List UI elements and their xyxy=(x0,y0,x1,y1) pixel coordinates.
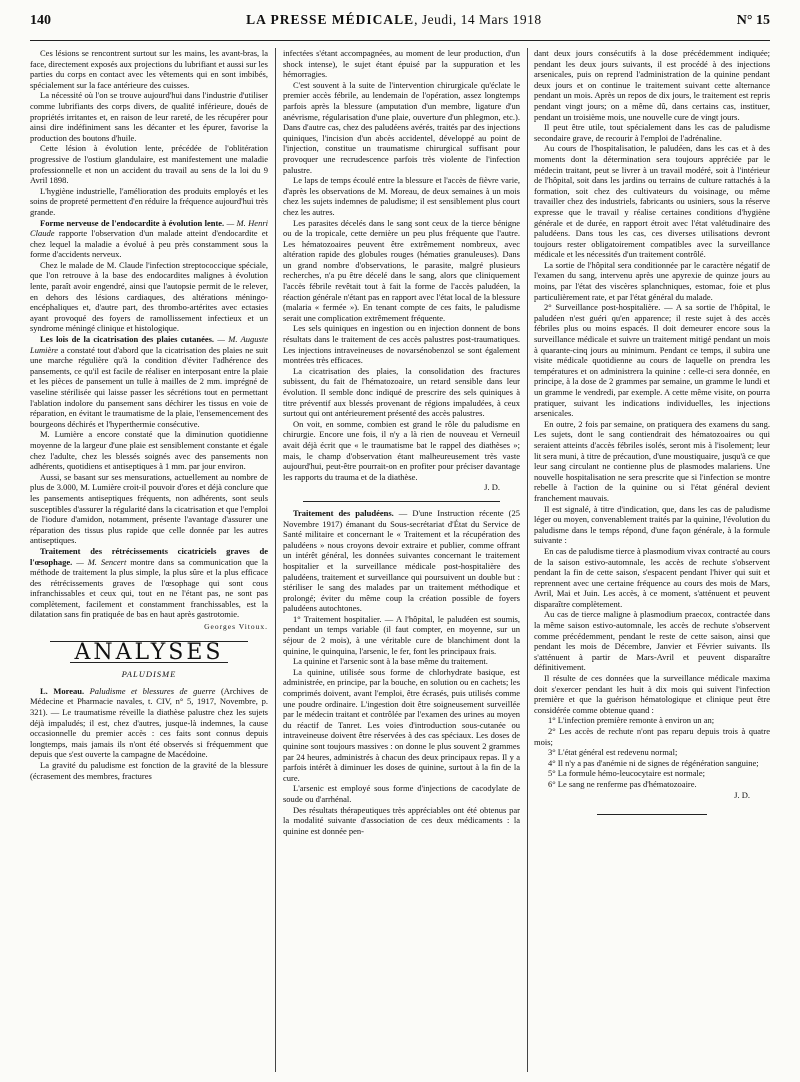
list-item: 4° Il n'y a pas d'anémie ni de signes de régénération sanguine; xyxy=(548,757,759,768)
paragraph: Les parasites décelés dans le sang sont ceux de la tierce bénigne ou de la tropicale, cette dernière un peu plus fréquente que l'autre. Les hématozoaires peuvent être extrêmement nombreux, avec altération rapide des globules rouges (hématies granuleuses). Dans un grand nombre d'observations, le parasite, malgré plusieurs recherches, n'a pu être décelé dans le sang, alors que cliniquement l'accès fébrile revêtait tout à fait la forme de l'accès paludéen, la réaction générale n'étant pas en rapport avec l'état local de la blessure (malaria « fermée »). En tenant compte de ces faits, le paludisme serait une complication extrêmement fréquente. xyxy=(283,217,520,323)
author-signature: Georges Vitoux. xyxy=(204,622,268,632)
paragraph: Cette lésion à évolution lente, précédée de l'oblitération progressive de l'ostium glandulaire, est manifestement une maladie professionnelle et non un accident du travail au sens de la loi du 9 Avril 1898. xyxy=(30,143,268,186)
review-reference: (Archives de Médecine et Pharmacie navales, t. CIV, n° 5, 1917, Novembre, p. 321). xyxy=(30,685,268,718)
column-divider xyxy=(527,48,528,1072)
running-title xyxy=(246,12,542,28)
paragraph: Il peut être utile, tout spécialement dans les cas de paludisme secondaire grave, de recourir à l'emploi de l'adrénaline. xyxy=(534,122,770,143)
page-number: 140 xyxy=(30,13,51,28)
review-author: L. Moreau. xyxy=(40,685,85,696)
paragraph: Aussi, se basant sur ses mensurations, actuellement au nombre de plus de 3.000, M. Lumière croit-il pouvoir d'ores et déjà conclure que les pansements antiseptiques fréquents, non adhérents, sont seuls susceptibles d'assurer la régularité dans la cicatrisation et que l'emploi de l'iodure d'amidon, notamment, présente l'avantage d'assurer une réparation des tissus plus rapide que celle donnée par les autres antiseptiques. xyxy=(30,471,268,546)
review-title: Paludisme et blessures de guerre xyxy=(84,685,216,696)
list-item: 5° La formule hémo-leucocytaire est normale; xyxy=(548,768,706,779)
list-item: 6° Le sang ne renferme pas d'hématozoaire. xyxy=(548,778,697,789)
paragraph: Il résulte de ces données que la surveillance médicale maxima doit s'exercer pendant les huit à dix mois qui suivent l'infection première et que la guérison hématologique et clinique peut être considérée comme obtenue quand : xyxy=(534,673,770,715)
paragraph: Les sels quiniques en ingestion ou en injection donnent de bons résultats dans le traitement de ces accès palustres post-traumatiques. Les injections intraveineuses de novarsénobenzol se sont également montrées très efficaces. xyxy=(283,323,520,366)
paragraph: Chez le malade de M. Claude l'infection streptococcique spéciale, que l'on retrouve à la base des endocardites malignes à évolution lente, paraît avoir engendré, ainsi que l'autopsie permit de le relever, en dehors des lésions cardiaques, des altérations méningo-encéphaliques et, d'autre part, des thrombo-artérites avec ectasies ayant provoqué des foyers de ramollissement infectieux et un syndrome méningé clinique et histologique. xyxy=(30,259,268,334)
article-author: — M. Auguste Lumière xyxy=(30,334,268,355)
article-text: a constaté tout d'abord que la cicatrisation des plaies ne suit une marche régulière qu'à la condition d'éviter l'adhérence des pansements, ce qu'il est facile de réaliser en interposant entre la plaie et les pièces de pansement un tulle à mailles de 2 mm. imprégné de vaseline stérilisée qui laisse passer les sécrétions tout en permettant l'ablation indolore du pansement sans déchirer les tissus en voie de réparation, en évitant le traumatisme de la plaie, l'ensemencement des bourgeons déchirés et l'hyperthermie consécutive. xyxy=(30,344,268,429)
review-paludisme-blessures xyxy=(30,686,268,760)
end-rule xyxy=(597,814,707,815)
paragraph: On voit, en somme, combien est grand le rôle du paludisme en chirurgie. Encore une fois, il n'y a là rien de nouveau et Verneuil avait déjà écrit que « le traumatisme bat le rappel des diathèses »; mais, le champ d'observation étant malheureusement très vaste aujourd'hui, peut-être pourrait-on en profiter pour préciser davantage les rapports du trauma et de la diathèse. xyxy=(283,418,520,482)
review-title: Traitement des paludéens. xyxy=(293,507,394,518)
paragraph: 2° Surveillance post-hospitalière. — A sa sortie de l'hôpital, le paludéen n'est guéri qu'en apparence; il reste sujet à des accès fébriles plus ou moins espacés. Il doit demeurer encore sous la surveillance médicale et suivre un traitement mitigé pendant un mois à quarante-cinq jours au minimum. Pendant ce temps, il subira une visite médicale quotidienne au cours de laquelle on prendra les températures et on administrera la quinine : celle-ci sera donnée, en principe, à la dose de 2 grammes par semaine, un gramme le lundi et un gramme le vendredi, par exemple. A cette même visite, on pourra pratiquer, suivant les indications individuelles, les injections arsenicales. xyxy=(534,302,770,419)
article-title: Traitement des rétrécissements cicatriciels graves de l'œsophage. xyxy=(30,545,268,567)
page-header xyxy=(30,12,770,41)
article-author: — M. Henri Claude xyxy=(30,217,268,239)
list-item: 2° Les accès de rechute n'ont pas reparu depuis trois à quatre mois; xyxy=(534,726,770,747)
article-endocardite xyxy=(30,218,268,260)
paragraph: La cicatrisation des plaies, la consolidation des fractures subissent, du fait de l'hématozoaire, un retard sensible dans leur évolution. Il semble donc indiqué de prescrire des sels quiniques à titre préventif aux blessés provenant de régions impaludées, à ceux surtout qui ont antérieurement présenté des accès palustres. xyxy=(283,365,520,419)
paragraph: dant deux jours consécutifs à la dose précédemment indiquée; pendant les deux jours suivants, il est procédé à des injections arsenicales, puis on reprend l'administration de la quinine pendant deux jours et on continue le traitement suivant cette alternance pendant un mois. Après un repos de dix jours, le traitement est repris pendant vingt jours; on a même dû, dans certains cas, instituer, pendant un troisième mois, une nouvelle cure de vingt jours. xyxy=(534,48,770,122)
author-signature: J. D. xyxy=(484,482,500,493)
issue-number: N° 15 xyxy=(736,13,770,28)
article-title: Les lois de la cicatrisation des plaies cutanées. xyxy=(40,334,215,345)
paragraph: Des résultats thérapeutiques très appréciables ont été obtenus par la modalité suivante d'association de ces deux médicaments : la quinine est donnée pen- xyxy=(283,804,520,836)
paragraph: La quinine et l'arsenic sont à la base même du traitement. xyxy=(293,656,488,667)
article-oesophage xyxy=(30,546,268,620)
article-author: — M. Sencert xyxy=(76,556,127,567)
paragraph: 1° Traitement hospitalier. — A l'hôpital, le paludéen est soumis, pendant un temps variable (il faut compter, en moyenne, sur un séjour de 2 mois), à une véritable cure de blanchiment dont la quinine, le quinquina, l'arsenic, le fer, font les principaux frais. xyxy=(283,613,520,656)
paragraph: La gravité du paludisme est fonction de la gravité de la blessure (écrasement des membres, fractures xyxy=(30,760,268,781)
paragraph: La sortie de l'hôpital sera conditionnée par le caractère négatif de l'examen du sang, intervenu après une apyrexie de quinze jours au moins, par l'état des viscères splanchniques, estomac, foie et plus particulièrement rate, et par l'état général du malade. xyxy=(534,259,770,302)
paragraph: En outre, 2 fois par semaine, on pratiquera des examens du sang. Les sujets, dont le sang contiendrait des hématozoaires ou qui seraient atteints d'accès fébriles isolés, seront mis à l'isolement; leur lit sera muni, à titre de précaution, d'une moustiquaire, jusqu'à ce que leur sang circulant ne contienne plus de plasmodes malariens. Une nouvelle hospitalisation ne sera prescrite que si l'infection se montre rebelle à l'action de la quinine ou si l'état général devient franchement mauvais. xyxy=(534,418,770,503)
section-rule xyxy=(303,501,500,502)
article-cicatrisation xyxy=(30,334,268,429)
paragraph: infectées s'étant accompagnées, au moment de leur production, d'un shock intense), le sujet étant épuisé par la suppuration et les hémorragies. xyxy=(283,48,520,80)
review-text: — Le traumatisme réveille la diathèse palustre chez les sujets déjà impaludés; il est, chez d'autres, jusque-là indemnes, la cause occasionnelle du premier accès : ces faits sont connus depuis longtemps, mais jamais ils n'ont été observés si fréquemment que depuis que s'est ouverte la campagne de Macédoine. xyxy=(30,707,268,760)
paragraph: Il est signalé, à titre d'indication, que, dans les cas de paludisme léger ou moyen, convenablement traités par la quinine, l'évolution du paludisme dans le temps répond, d'une façon générale, à la formule suivante : xyxy=(534,503,770,546)
column-left xyxy=(30,48,268,1076)
column-middle xyxy=(283,48,520,1076)
journal-name: LA PRESSE MÉDICALE xyxy=(246,12,415,27)
paragraph: Au cours de l'hospitalisation, le paludéen, dans les cas et à des moments dont la détermination sera toujours appréciée par le médecin traitant, peut se livrer à un travail modéré, soit à l'intérieur de l'hôpital, soit dans les jardins ou terrains de culture rattachés à la formation, soit chez des cultivateurs du voisinage, ou même travailler chez des industriels, fabricants ou usiniers, sous la réserve expresse que le travail y réalise certaines conditions d'hygiène générale et de durée, en rapport étroit avec l'état valétudinaire des paludéens. Dans tous les cas, ces diverses utilisations devront toujours rester obligatoirement compatibles avec la surveillance médicale et les nécessités d'un traitement contrôlé. xyxy=(534,143,770,260)
paragraph: L'arsenic est employé sous forme d'injections de cacodylate de soude ou d'arrhénal. xyxy=(283,783,520,804)
column-divider xyxy=(275,48,276,1072)
article-text: montre dans sa communication que la méthode de traitement la plus simple, la plus sûre et la plus efficace des rétrécissements graves de l'œsophage qui sont cous infranchissables et ceux qui, tout en ne l'étant pas, ne sont pas complètement, facilement et constamment franchissables, est la dilatation sans fin pratiquée de bas en haut après gastrotomie. xyxy=(30,556,268,620)
list-item: 3° L'état général est redevenu normal; xyxy=(548,747,678,758)
article-text: rapporte l'observation d'un malade atteint d'endocardite et chez lequel la maladie a évolué à peu près constamment sous la forme d'accidents nerveux. xyxy=(30,228,268,260)
subsection-heading: PALUDISME xyxy=(121,669,177,680)
list-item: 1° L'infection première remonte à environ un an; xyxy=(548,715,715,726)
paragraph: M. Lumière a encore constaté que la diminution quotidienne moyenne de la largeur d'une plaie est sensiblement constante et égale chez l'adulte, chez les blessés soignés avec des pansements non adhérents, quotidiens et antiseptiques à 1 mm. par jour environ. xyxy=(30,429,268,472)
paragraph: C'est souvent à la suite de l'intervention chirurgicale qu'éclate le premier accès fébrile, au lendemain de l'opération, assez longtemps parfois après la blessure (amputation d'un membre, ligature d'un anévrisme, régularisation d'une plaie, ouverture d'un phlegmon, etc.). Dans d'autre cas, chez des paludéens avérés, traités par des injections quiniques, l'incision d'un abcès accidentel, développé au point de l'injection, constitue un traumatisme chirurgical suffisant pour provoquer une recrudescence parfois très violente de l'infection palustre. xyxy=(283,79,520,175)
review-traitement-paludeens xyxy=(283,508,520,614)
column-right xyxy=(534,48,770,1076)
issue-date: , Jeudi, 14 Mars 1918 xyxy=(414,12,542,27)
review-text: — D'une Instruction récente (25 Novembre 1917) émanant du Sous-secrétariat d'État du Service de Santé militaire et concernant le « Traitement et la récupération des paludéens » nous croyons devoir extraire et publier, comme offrant un intérêt général, les données suivantes concernant le traitement hospitalier et la surveillance médicale post-hospitalière des paludéens, traitement et surveillance qui poursuivent un double but : stériliser le sang des malades par un traitement méthodique et prolongé; éviter du même coup la création possible de foyers paludéens autochtones. xyxy=(283,507,520,614)
paragraph: Ces lésions se rencontrent surtout sur les mains, les avant-bras, la face, directement exposés aux projections du lubrifiant et aussi sur les parties du corps en contact avec les vêtements qui en sont imbibés, spécialement sur la face antérieure des cuisses. xyxy=(30,48,268,90)
paragraph: En cas de paludisme tierce à plasmodium vivax contracté au cours de la saison estivo-automnale, les accès de rechute s'observent pendant la fin de cette saison, s'espacent pendant l'hiver qui suit et reprennent avec une certaine fréquence au cours des mois de Mars, Avril, Mai et Juin. Les accès, à ce moment, s'atténuent et peuvent disparaître complètement. xyxy=(534,545,770,609)
paragraph: L'hygiène industrielle, l'amélioration des produits employés et les soins de propreté permettent d'en réduire la fréquence aujourd'hui très grande. xyxy=(30,185,268,217)
article-title: Forme nerveuse de l'endocardite à évolution lente. xyxy=(40,217,225,228)
section-heading: ANALYSES xyxy=(74,639,224,665)
author-signature: J. D. xyxy=(734,789,750,800)
paragraph: La nécessité où l'on se trouve aujourd'hui dans l'industrie d'utiliser comme lubrifiants des corps divers, de qualité inférieure, doués de propriétés irritantes et, en raison de leur rareté, de les récupérer pour ainsi dire indéfiniment sans les décanter et les épurer, favorise la production des boutons d'huile. xyxy=(30,90,268,143)
paragraph: La quinine, utilisée sous forme de chlorhydrate basique, est administrée, en principe, par la bouche, en solution ou en cachets; les comprimés doivent, avant l'emploi, être écrasés, puis utilisés comme une poudre ordinaire. L'ingestion doit être soigneusement surveillée par le médecin traitant et contrôlée par l'examen des urines au moyen du réactif de Tanret. Les voies d'introduction sous-cutanée ou intraveineuse doivent être réservées à des cas spéciaux. Les doses de quinine sont toujours massives : on donne le plus souvent 2 grammes par 24 heures, administrés à chacun des deux principaux repas. Il y a parfois intérêt à diminuer les doses de quinine, surtout à la fin de la cure. xyxy=(283,666,520,783)
paragraph: Au cas de tierce maligne à plasmodium praecox, contractée dans la même saison estivo-automnale, les accès de rechute s'observent comme précédemment, pendant le reste de cette saison, ainsi que pendant les mois de Décembre, Janvier et Février suivants. Ils s'atténuent à partir de Mars-Avril et peuvent disparaître définitivement. xyxy=(534,609,770,673)
paragraph: Le laps de temps écoulé entre la blessure et l'accès de fièvre varie, d'après les observations de M. Moreau, de deux semaines à un mois chez les sujets indemnes de paludisme; il est sensiblement plus court chez les autres. xyxy=(283,175,520,217)
